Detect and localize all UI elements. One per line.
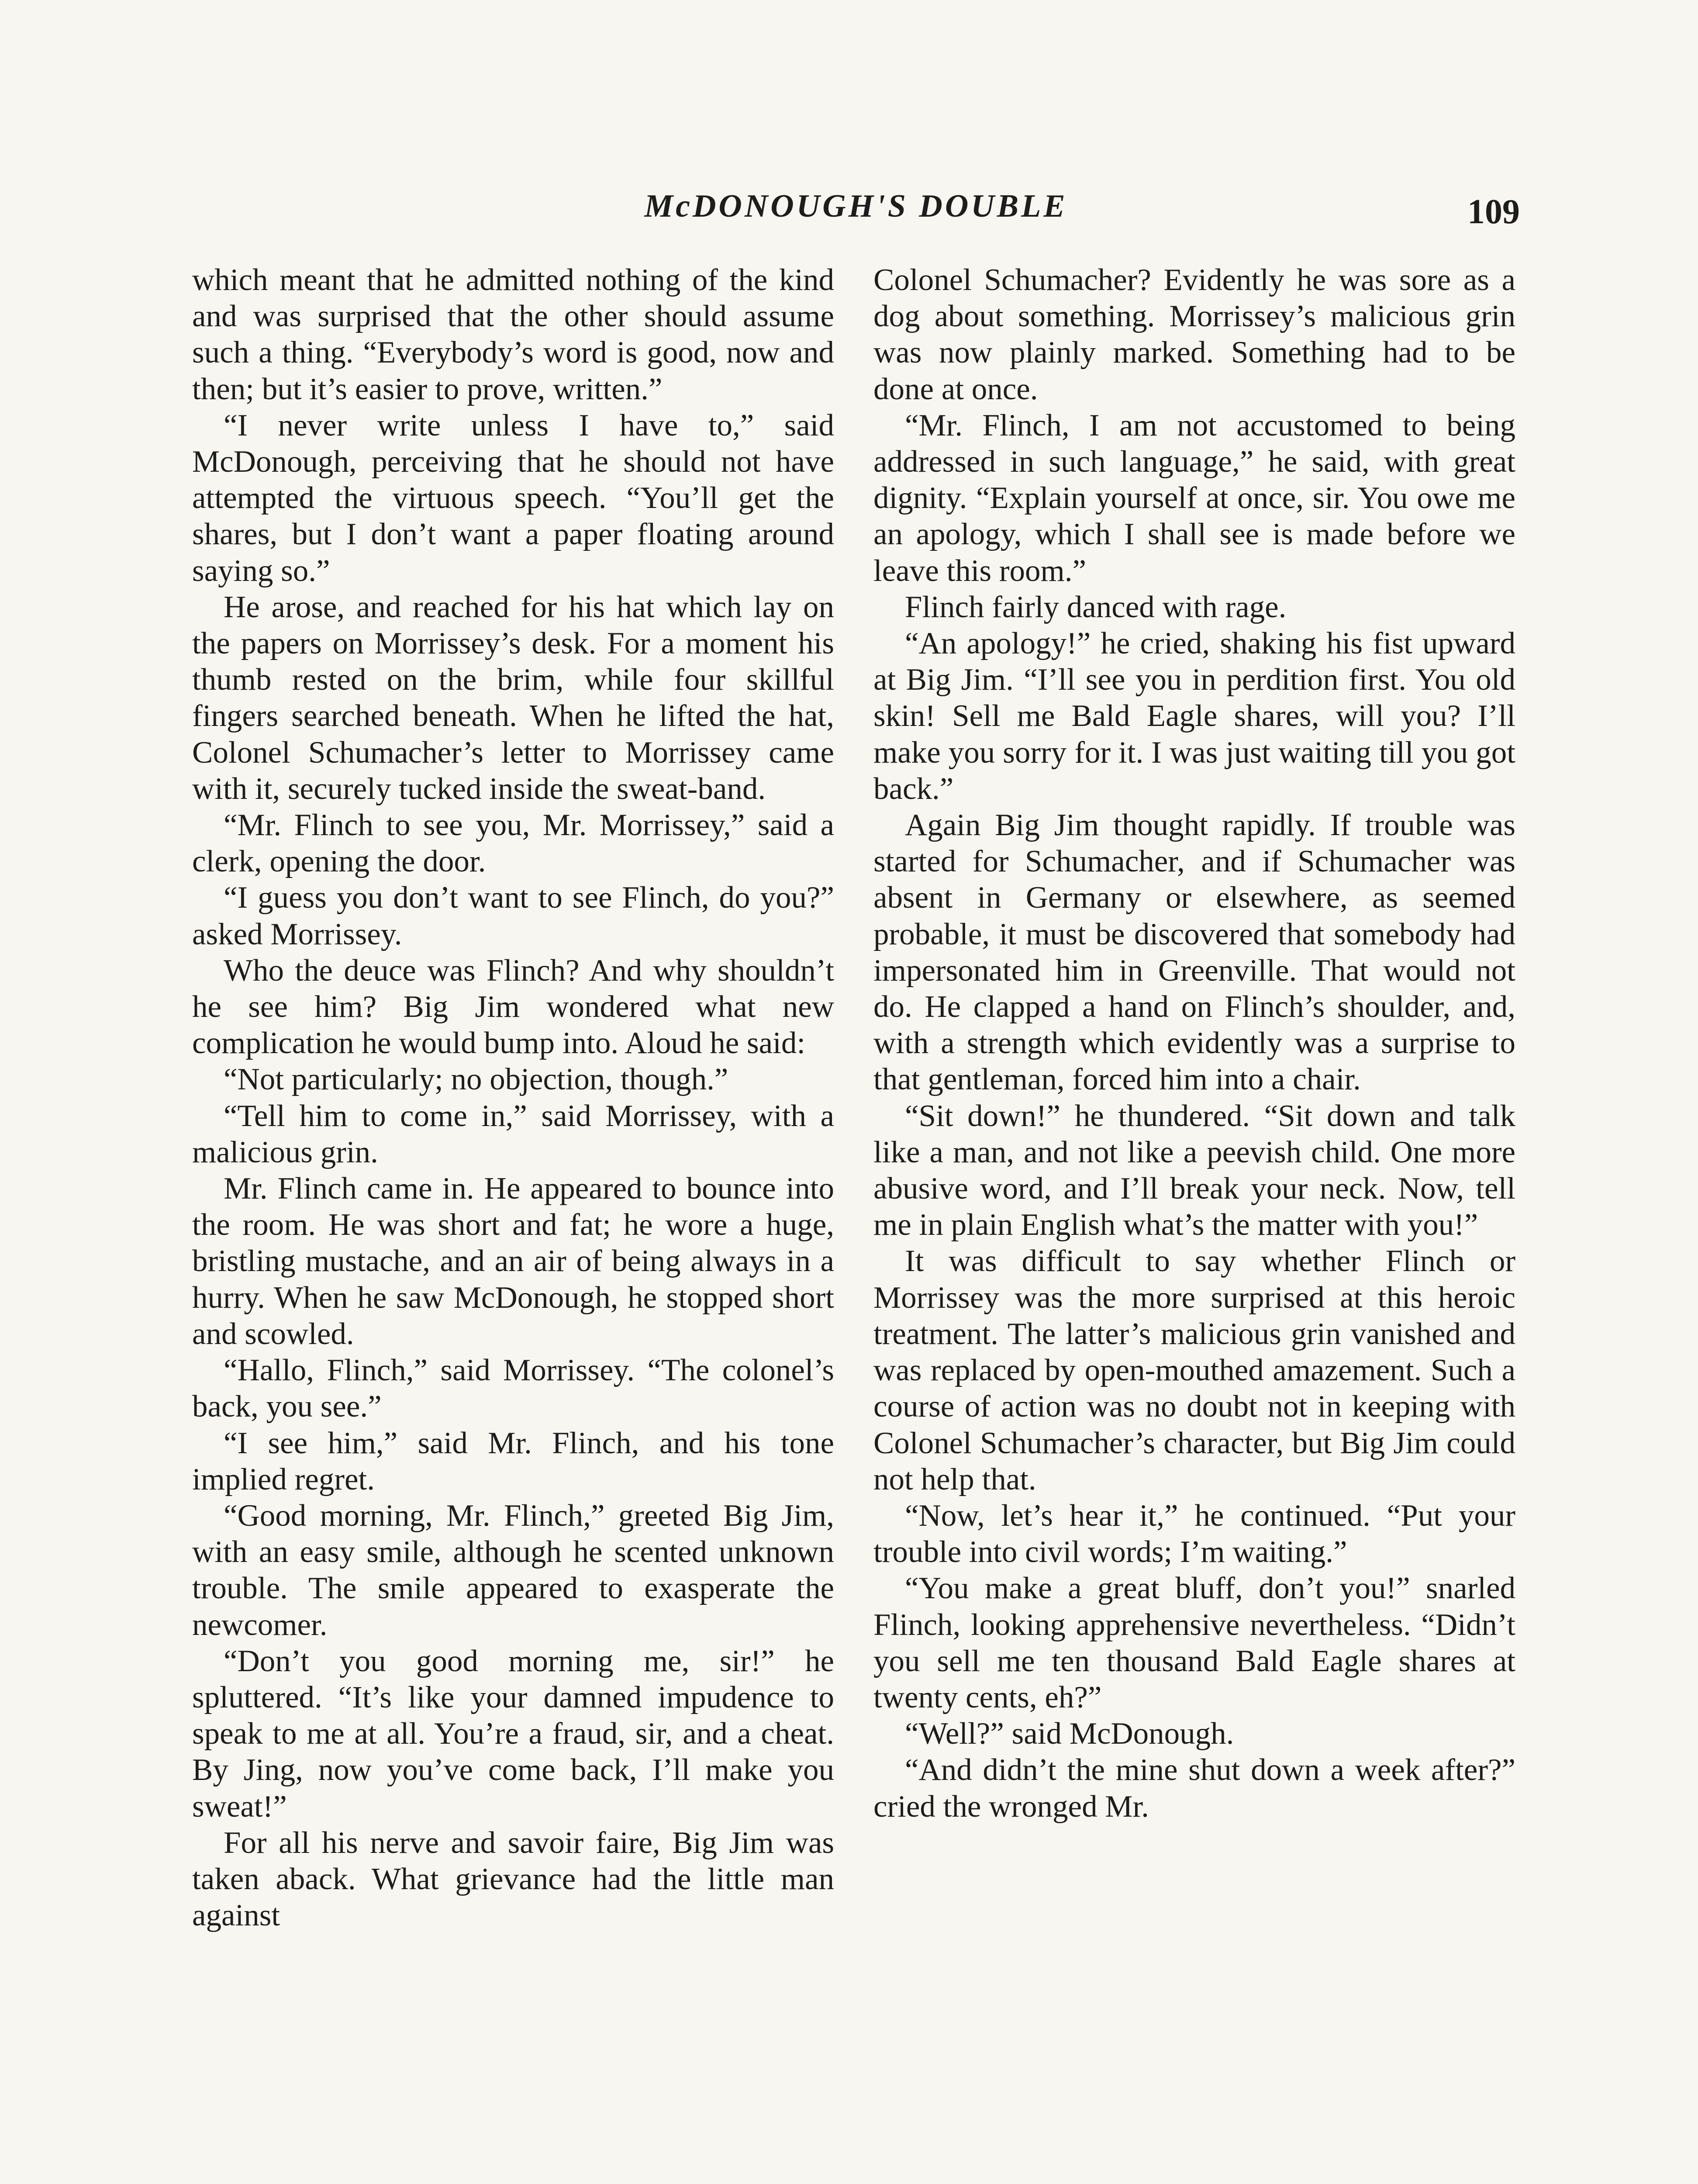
running-head	[192, 188, 1520, 240]
paragraph: Flinch fairly danced with rage.	[905, 590, 1287, 624]
page-number: 109	[1467, 193, 1520, 231]
paragraph: “Now, let’s hear it,” he continued. “Put your trouble into civil words; I’m waiting.”	[873, 1498, 1515, 1569]
paragraph: “Not particularly; no objection, though.”	[224, 1062, 728, 1097]
paragraph: “I see him,” said Mr. Flinch, and his tone implied regret.	[192, 1426, 834, 1496]
paragraph: He arose, and reached for his hat which lay on the papers on Morrissey’s desk. For a moment his thumb rested on the brim, while four skillful fingers searched beneath. When he lifted the hat, Colonel Schumacher’s letter to Morrissey came with it, securely tucked inside the sweat-band.	[192, 590, 834, 806]
paragraph: “Well?” said McDonough.	[905, 1717, 1234, 1751]
left-column	[192, 262, 834, 1934]
right-column	[873, 262, 1515, 1825]
paragraph: “Tell him to come in,” said Morrissey, with a malicious grin.	[192, 1099, 834, 1169]
paragraph: Colonel Schumacher? Evidently he was sore as a dog about something. Morrissey’s malicious grin was now plainly marked. Something had to be done at once.	[873, 263, 1515, 406]
paragraph: “Good morning, Mr. Flinch,” greeted Big Jim, with an easy smile, although he scented unknown trouble. The smile appeared to exasperate the newcomer.	[192, 1498, 834, 1642]
paragraph: “Sit down!” he thundered. “Sit down and talk like a man, and not like a peevish child. One more abusive word, and I’ll break your neck. Now, tell me in plain English what’s the matter with you!”	[873, 1099, 1515, 1242]
paragraph: “Don’t you good morning me, sir!” he spluttered. “It’s like your damned impudence to speak to me at all. You’re a fraud, sir, and a cheat. By Jing, now you’ve come back, I’ll make you sweat!”	[192, 1644, 834, 1824]
paragraph: “I guess you don’t want to see Flinch, do you?” asked Morrissey.	[192, 881, 834, 951]
paragraph: “I never write unless I have to,” said McDonough, perceiving that he should not have attempted the virtuous speech. “You’ll get the shares, but I don’t want a paper floating around saying so.”	[192, 408, 834, 588]
paragraph: “Hallo, Flinch,” said Morrissey. “The colonel’s back, you see.”	[192, 1353, 834, 1424]
paragraph: “Mr. Flinch, I am not accustomed to being addressed in such language,” he said, with great dignity. “Explain yourself at once, sir. You owe me an apology, which I shall see is made before we leave this room.”	[873, 408, 1515, 588]
paragraph: “Mr. Flinch to see you, Mr. Morrissey,” said a clerk, opening the door.	[192, 808, 834, 879]
paragraph: It was difficult to say whether Flinch or Morrissey was the more surprised at this heroic treatment. The latter’s malicious grin vanished and was replaced by open-mouthed amazement. Such a course of action was no doubt not in keeping with Colonel Schumacher’s character, but Big Jim could not help that.	[873, 1244, 1515, 1496]
paragraph: which meant that he admitted nothing of the kind and was surprised that the other should assume such a thing. “Everybody’s word is good, now and then; but it’s easier to prove, written.”	[192, 263, 834, 406]
paragraph: Again Big Jim thought rapidly. If trouble was started for Schumacher, and if Schumacher was absent in Germany or elsewhere, as seemed probable, it must be discovered that somebody had impersonated him in Greenville. That would not do. He clapped a hand on Flinch’s shoulder, and, with a strength which evidently was a surprise to that gentleman, forced him into a chair.	[873, 808, 1515, 1097]
paragraph: “And didn’t the mine shut down a week after?” cried the wronged Mr.	[873, 1753, 1515, 1824]
paragraph: “An apology!” he cried, shaking his fist upward at Big Jim. “I’ll see you in perdition first. You old skin! Sell me Bald Eagle shares, will you? I’ll make you sorry for it. I was just waiting till you got back.”	[873, 626, 1515, 806]
paragraph: For all his nerve and savoir faire, Big Jim was taken aback. What grievance had the little man against	[192, 1825, 834, 1933]
paragraph: “You make a great bluff, don’t you!” snarled Flinch, looking apprehensive nevertheless. “Didn’t you sell me ten thousand Bald Eagle shares at twenty cents, eh?”	[873, 1571, 1515, 1714]
paragraph: Mr. Flinch came in. He appeared to bounce into the room. He was short and fat; he wore a huge, bristling mustache, and an air of being always in a hurry. When he saw McDonough, he stopped short and scowled.	[192, 1171, 834, 1351]
running-title: McDONOUGH'S DOUBLE	[644, 188, 1068, 224]
paragraph: Who the deuce was Flinch? And why shouldn’t he see him? Big Jim wondered what new complication he would bump into. Aloud he said:	[192, 953, 834, 1061]
